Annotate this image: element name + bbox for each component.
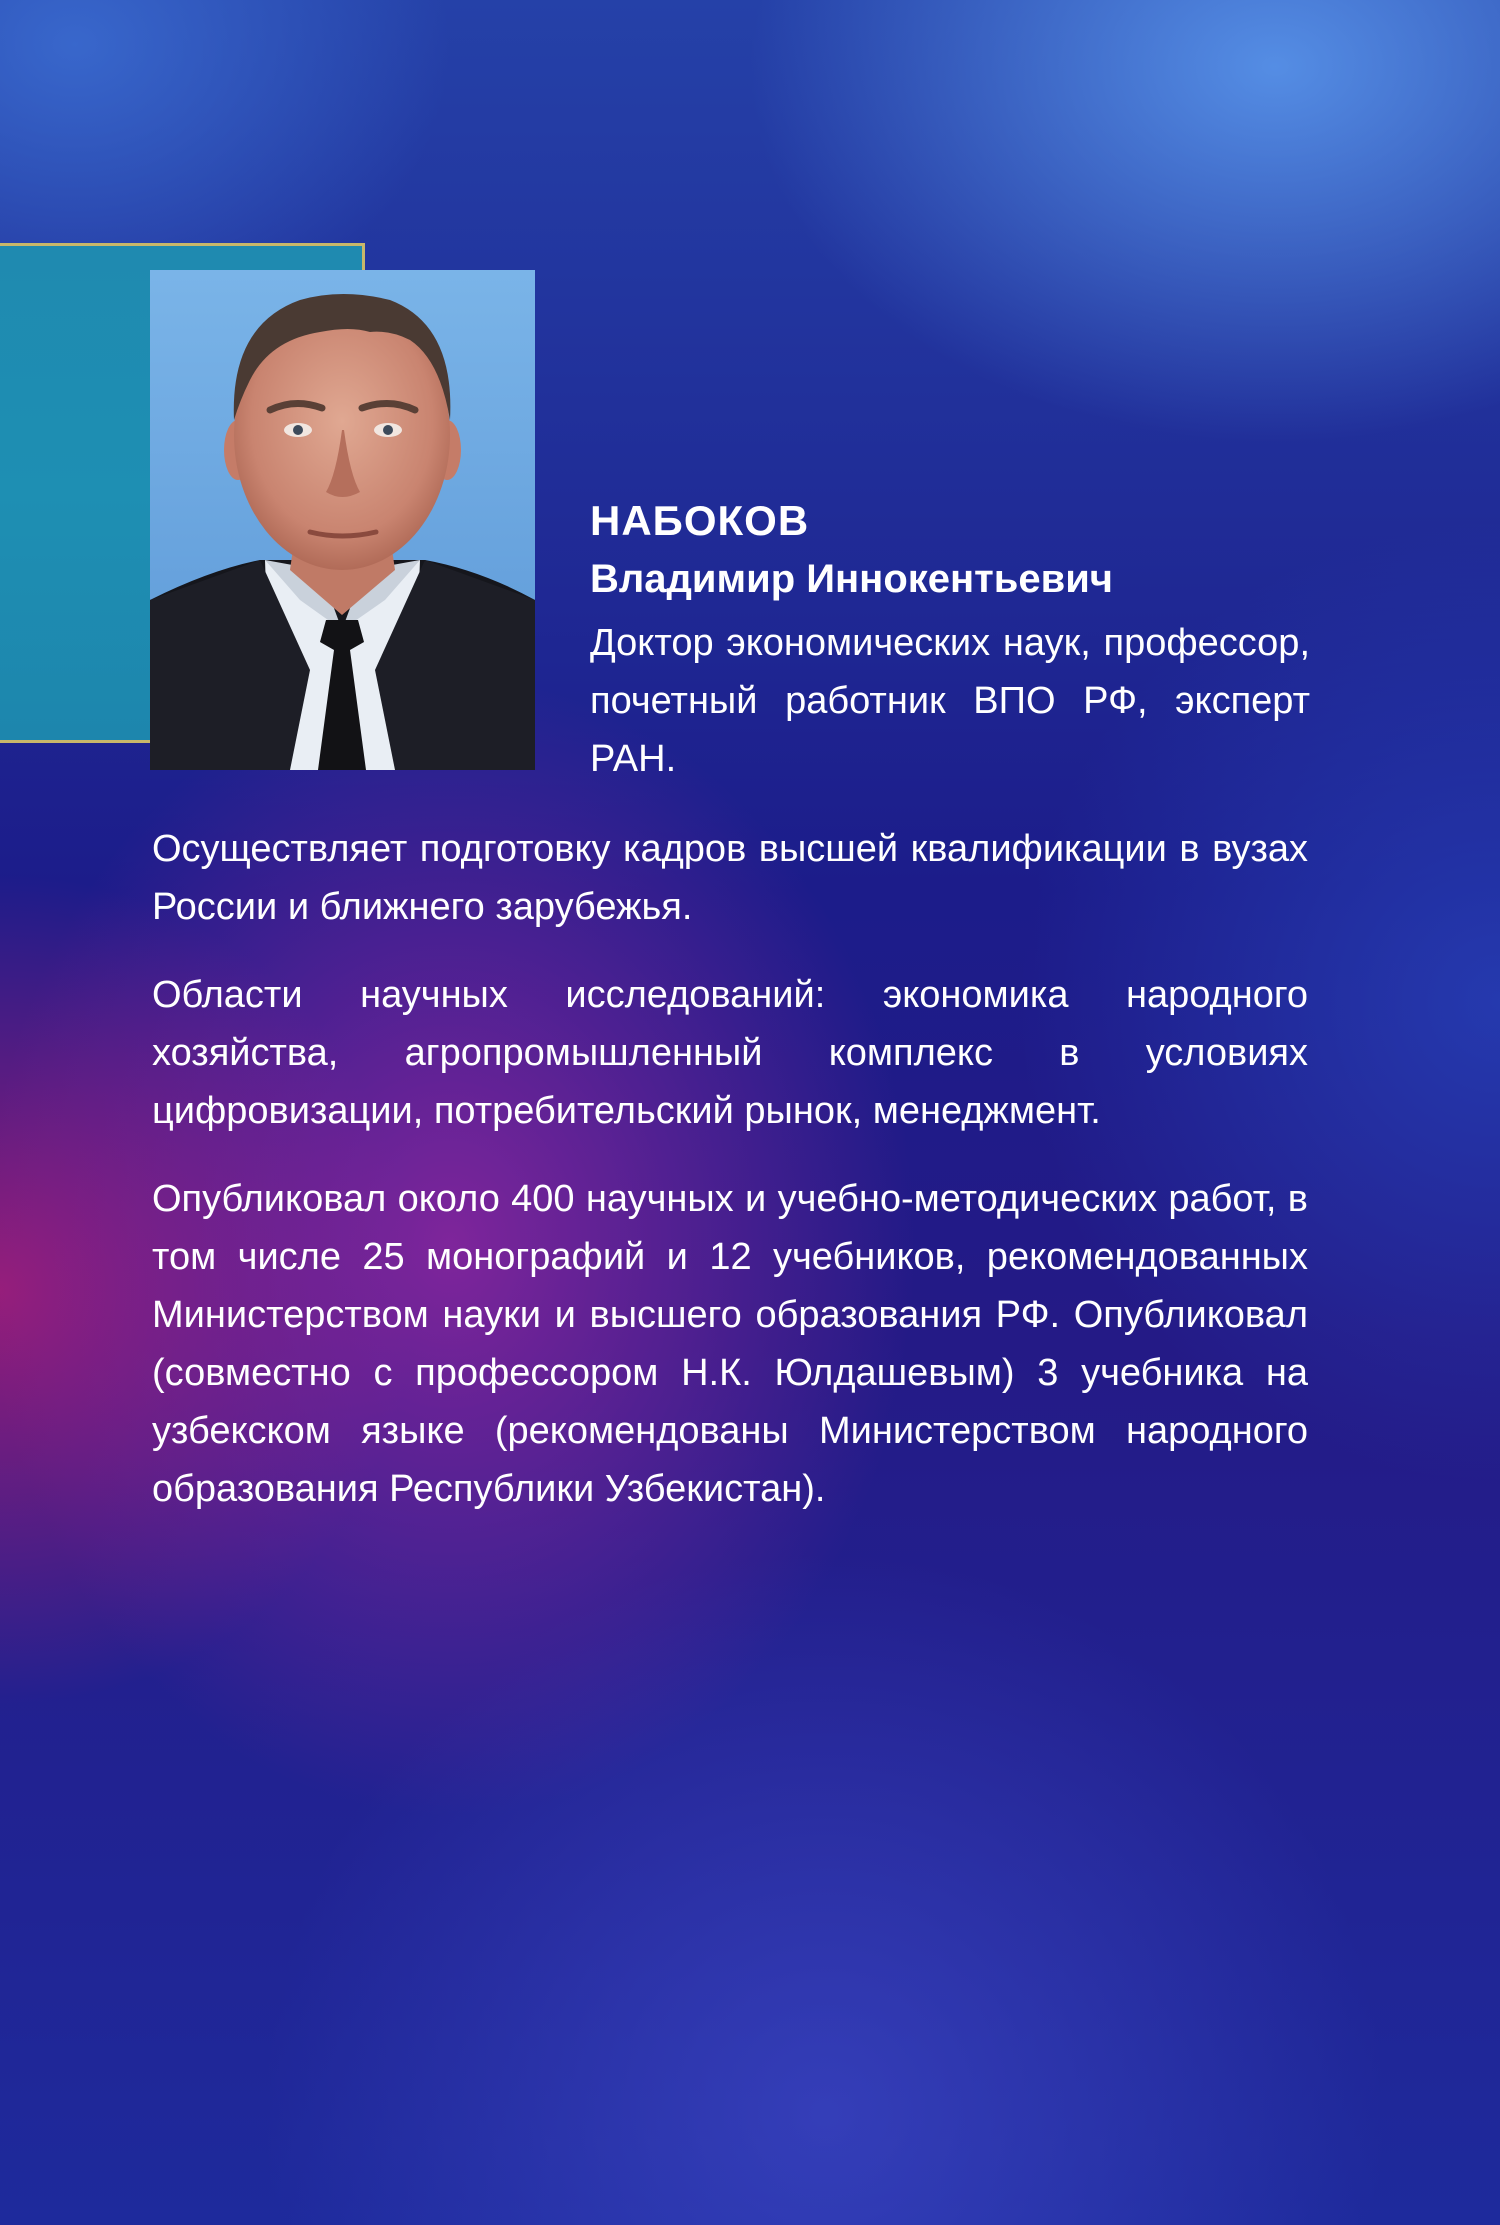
bio-paragraph-research-areas: Области научных исследований: экономика народного хозяйства, агропромышленный комплекс в условиях цифровизации, потребительский рынок, менеджмент. [152,974,1308,1132]
author-bio [152,820,1308,1548]
author-surname: НАБОКОВ [590,497,810,544]
bio-paragraph-publications: Опубликовал около 400 научных и учебно-методических работ, в том числе 25 монографий и 12 учебников, рекомендованных Министерством науки и высшего образования РФ. Опубликовал (совместно с профессором Н.К. Юлдашевым) 3 учебника на узбекском языке (рекомендованы Министерством народного образования Республики Узбекистан). [152,1178,1308,1510]
author-portrait-photo [150,270,535,770]
author-credentials: Доктор экономических наук, профессор, почетный работник ВПО РФ, эксперт РАН. [590,622,1310,780]
portrait-illustration [150,270,535,770]
bio-paragraph-training: Осуществляет подготовку кадров высшей квалификации в вузах России и ближнего зарубежья. [152,828,1308,928]
author-given-names: Владимир Иннокентьевич [590,557,1114,601]
author-name-block [590,492,1310,788]
